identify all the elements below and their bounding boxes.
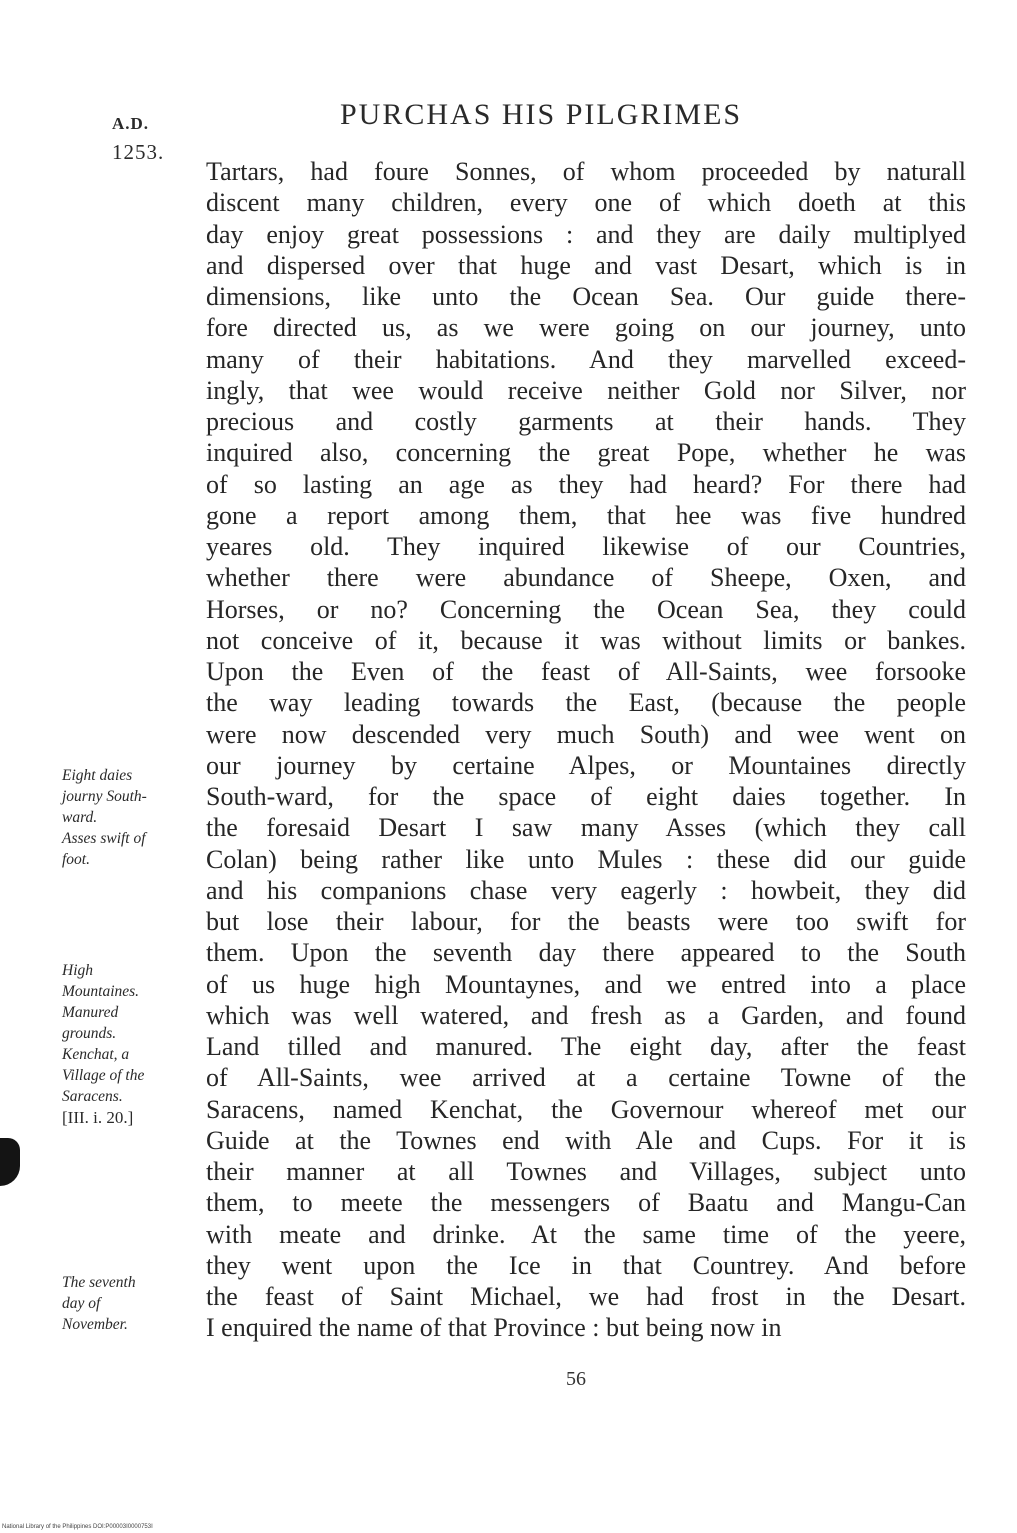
- text-line: whether there were abundance of Sheepe, Oxen, and: [206, 563, 966, 593]
- margin-note-line: foot.: [62, 851, 90, 868]
- margin-note-line: day of: [62, 1295, 101, 1312]
- year-marker: 1253.: [112, 140, 165, 164]
- text-line: the way leading towards the East, (because the people: [206, 688, 966, 718]
- text-line: of so lasting an age as they had heard? For there had: [206, 469, 966, 499]
- text-line: of All-Saints, wee arrived at a certaine Towne of the: [206, 1063, 966, 1093]
- text-line: fore directed us, as we were going on our journey, unto: [206, 313, 966, 343]
- text-line: Land tilled and manured. The eight day, after the feast: [206, 1032, 966, 1061]
- text-line: Colan) being rather like unto Mules : these did our guide: [206, 844, 966, 874]
- margin-note-seventh-day: [62, 1272, 192, 1335]
- text-line: the feast of Saint Michael, we had frost in the Desart.: [206, 1282, 966, 1311]
- text-line: dimensions, like unto the Ocean Sea. Our guide there-: [206, 282, 966, 311]
- text-line: which was well watered, and fresh as a Garden, and found: [206, 1000, 966, 1030]
- text-line: our journey by certaine Alpes, or Mountaines directly: [206, 750, 966, 780]
- margin-note-line: journy South-: [62, 788, 147, 805]
- text-line: I enquired the name of that Province : but being now in: [206, 1313, 782, 1343]
- text-line: day enjoy great possessions : and they are daily multiplyed: [206, 219, 966, 249]
- margin-note-line: Mountaines.: [62, 983, 140, 1000]
- text-line: yeares old. They inquired likewise of our Countries,: [206, 532, 966, 561]
- margin-note-high-mountaines: [62, 960, 192, 1128]
- text-line: ingly, that wee would receive neither Gold nor Silver, nor: [206, 375, 966, 405]
- text-line: were now descended very much South) and wee went on: [206, 719, 966, 749]
- scan-smudge: [0, 1138, 20, 1186]
- text-line: gone a report among them, that hee was five hundred: [206, 500, 966, 530]
- text-line: of us huge high Mountaynes, and we entred into a place: [206, 969, 966, 999]
- margin-note-line: Eight daies: [62, 767, 133, 784]
- margin-note-line: Village of the: [62, 1067, 145, 1084]
- margin-note-eight-daies: [62, 765, 192, 870]
- text-line: Horses, or no? Concerning the Ocean Sea, they could: [206, 594, 966, 624]
- margin-note-line: Manured: [62, 1004, 119, 1021]
- page-title: PURCHAS HIS PILGRIMES: [340, 98, 743, 131]
- text-line: and his companions chase very eagerly : howbeit, they did: [206, 875, 966, 905]
- text-line: their manner at all Townes and Villages, subject unto: [206, 1157, 966, 1186]
- year-prefix: A.D.: [112, 114, 150, 133]
- text-line: the foresaid Desart I saw many Asses (which they call: [206, 813, 966, 843]
- text-line: Tartars, had foure Sonnes, of whom proceeded by naturall: [206, 157, 966, 186]
- text-line: they went upon the Ice in that Countrey. And before: [206, 1250, 966, 1280]
- text-line: Saracens, named Kenchat, the Governour whereof met our: [206, 1094, 966, 1124]
- margin-note-line: High: [62, 962, 93, 979]
- text-line: precious and costly garments at their hands. They: [206, 407, 966, 436]
- margin-note-line: Asses swift of: [62, 830, 146, 847]
- text-line: South-ward, for the space of eight daies together. In: [206, 782, 966, 811]
- margin-note-line: The seventh: [62, 1274, 136, 1291]
- text-line: not conceive of it, because it was without limits or bankes.: [206, 625, 966, 655]
- margin-note-line: ward.: [62, 809, 98, 826]
- text-line: with meate and drinke. At the same time of the yeere,: [206, 1219, 966, 1249]
- text-line: them. Upon the seventh day there appeared to the South: [206, 938, 966, 968]
- margin-note-line: Saracens.: [62, 1088, 123, 1105]
- body-text: [206, 156, 966, 1344]
- text-line: Upon the Even of the feast of All-Saints, wee forsooke: [206, 657, 966, 686]
- scan-footer: National Library of the Philippines DOI:P00003I0000753I: [2, 1524, 153, 1530]
- margin-note-line: Kenchat, a: [62, 1046, 130, 1063]
- margin-note-line: November.: [62, 1316, 128, 1333]
- page-number: 56: [566, 1368, 586, 1390]
- text-line: many of their habitations. And they marvelled exceed-: [206, 344, 966, 374]
- margin-note-line: grounds.: [62, 1025, 117, 1042]
- text-line: but lose their labour, for the beasts were too swift for: [206, 907, 966, 936]
- text-line: discent many children, every one of which doeth at this: [206, 188, 966, 218]
- text-line: them, to meete the messengers of Baatu and Mangu-Can: [206, 1188, 966, 1218]
- text-line: inquired also, concerning the great Pope, whether he was: [206, 438, 966, 468]
- margin-reference: [III. i. 20.]: [62, 1108, 134, 1127]
- text-line: and dispersed over that huge and vast Desart, which is in: [206, 250, 966, 280]
- text-line: Guide at the Townes end with Ale and Cups. For it is: [206, 1125, 966, 1155]
